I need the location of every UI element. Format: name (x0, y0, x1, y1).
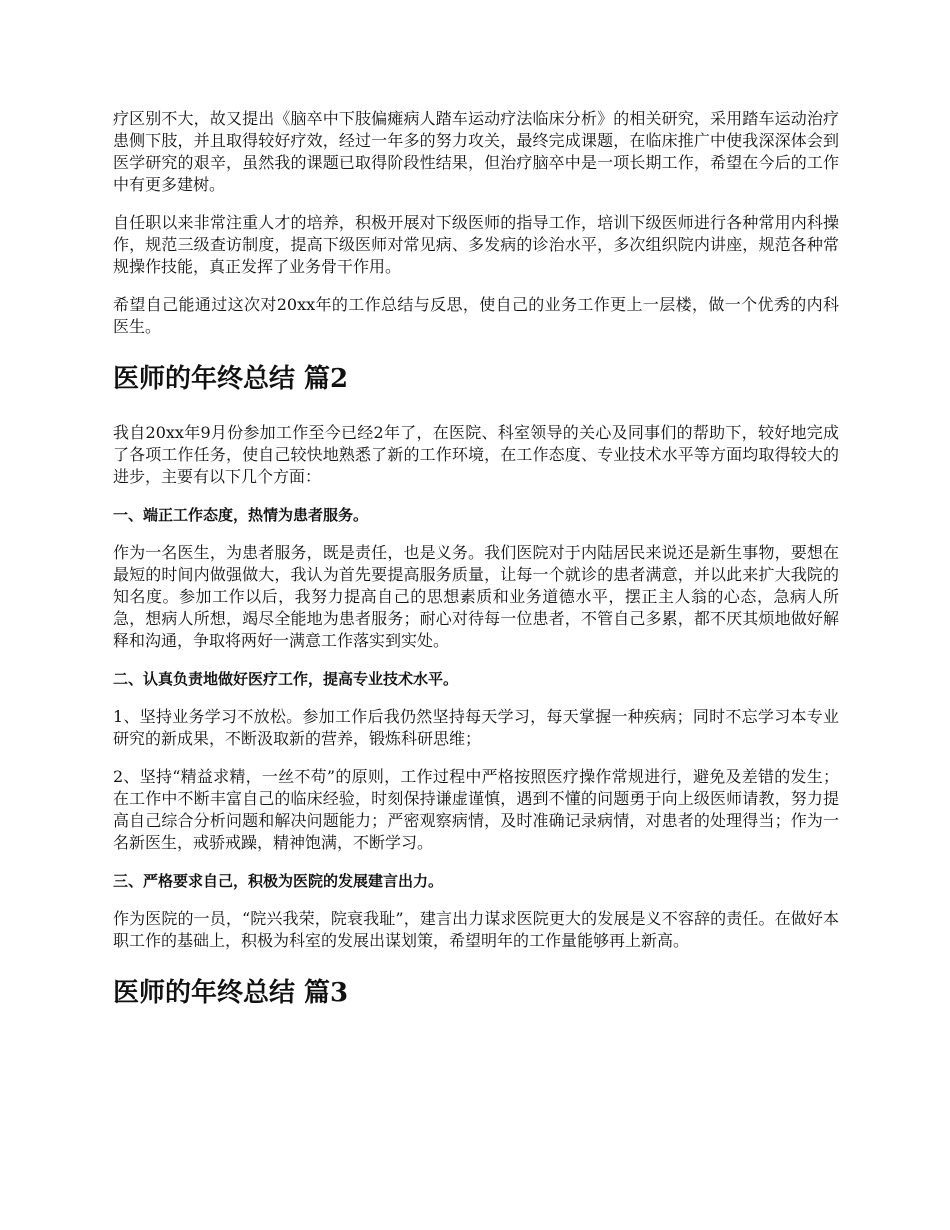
section-heading-3: 医师的年终总结 篇3 (113, 978, 349, 1008)
paragraph-principle: 2、坚持“精益求精，一丝不苟”的原则，工作过程中严格按照医疗操作常规进行，避免及差错的发生；在工作中不断丰富自己的临床经验，时刻保持谦虚谨慎，遇到不懂的问题勇于向上级医师请教，努力提高自己综合分析问题和解决问题能力；严密观察病情，及时准确记录病情，对患者的处理得当；作为一名新医生，戒骄戒躁，精神饱满，不断学习。 (113, 767, 839, 852)
subheading-attitude: 一、端正工作态度，热情为患者服务。 (113, 506, 369, 524)
paragraph-training: 自任职以来非常注重人才的培养，积极开展对下级医师的指导工作，培训下级医师进行各种常用内科操作，规范三级查访制度，提高下级医师对常见病、多发病的诊治水平，多次组织院内讲座，规范各种常规操作技能，真正发挥了业务骨干作用。 (113, 213, 839, 276)
section-heading-2: 医师的年终总结 篇2 (113, 364, 349, 394)
paragraph-intro: 我自20xx年9月份参加工作至今已经2年了，在医院、科室领导的关心及同事们的帮助下，较好地完成了各项工作任务，使自己较快地熟悉了新的工作环境，在工作态度、专业技术水平等方面均取得较大的进步，主要有以下几个方面： (113, 423, 839, 486)
paragraph-research: 疗区别不大，故又提出《脑卒中下肢偏瘫病人踏车运动疗法临床分析》的相关研究，采用踏车运动治疗患侧下肢，并且取得较好疗效，经过一年多的努力攻关，最终完成课题，在临床推广中使我深深体会到医学研究的艰辛，虽然我的课题已取得阶段性结果，但治疗脑卒中是一项长期工作，希望在今后的工作中有更多建树。 (113, 109, 839, 194)
subheading-development: 三、严格要求自己，积极为医院的发展建言出力。 (113, 872, 444, 890)
document-page (113, 108, 839, 1036)
subheading-medical-work: 二、认真负责地做好医疗工作，提高专业技术水平。 (113, 670, 459, 688)
paragraph-hope: 希望自己能通过这次对20xx年的工作总结与反思，使自己的业务工作更上一层楼，做一个优秀的内科医生。 (113, 295, 839, 336)
paragraph-attitude: 作为一名医生，为患者服务，既是责任，也是义务。我们医院对于内陆居民来说还是新生事物，要想在最短的时间内做强做大，我认为首先要提高服务质量，让每一个就诊的患者满意，并以此来扩大我院的知名度。参加工作以后，我努力提高自己的思想素质和业务道德水平，摆正主人翁的心态，急病人所急，想病人所想，竭尽全能地为患者服务；耐心对待每一位患者，不管自己多累，都不厌其烦地做好解释和沟通，争取将两好一满意工作落实到实处。 (113, 543, 839, 650)
paragraph-development: 作为医院的一员，“院兴我荣，院衰我耻”，建言出力谋求医院更大的发展是义不容辞的责任。在做好本职工作的基础上，积极为科室的发展出谋划策，希望明年的工作量能够再上新高。 (113, 909, 839, 950)
paragraph-study: 1、坚持业务学习不放松。参加工作后我仍然坚持每天学习，每天掌握一种疾病；同时不忘学习本专业研究的新成果，不断汲取新的营养，锻炼科研思维； (113, 707, 839, 748)
